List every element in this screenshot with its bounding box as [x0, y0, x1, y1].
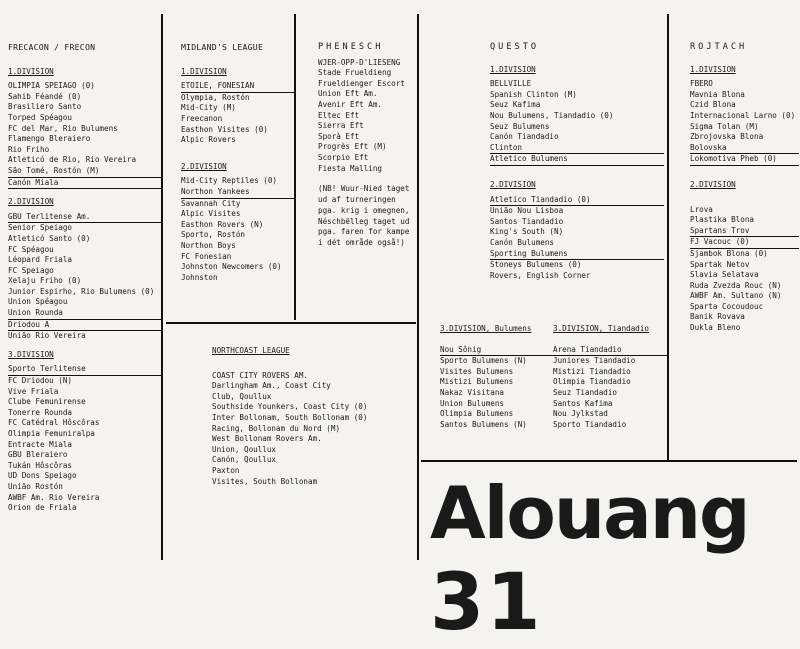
- team-name: Sjambok Blona (0): [690, 248, 768, 258]
- team-name: West Bollonam Rovers Am.: [212, 434, 322, 444]
- team-name: Bolovska: [690, 143, 799, 155]
- team-name: Flamengo Bleraiero: [8, 134, 91, 144]
- team-name: FC Spéagou: [8, 244, 54, 254]
- team-name: Senior Speiago: [8, 223, 73, 233]
- column-divider: [417, 14, 419, 560]
- team-name: Spartak Netov: [690, 259, 750, 269]
- team-name: Avenir Eft Am.: [318, 99, 383, 109]
- team-name: Mistizi Bulumens: [440, 377, 514, 387]
- team-name: Atleticó de Rio, Rio Vereira: [8, 155, 137, 165]
- division-title: 2.DIVISION: [690, 179, 736, 189]
- team-name: Atletico Tiandadio (0): [490, 195, 664, 207]
- team-name: Visites, South Bollonam: [212, 476, 318, 486]
- team-name: FBERO: [690, 79, 713, 89]
- team-name: Olimpia Femuniralpa: [8, 429, 95, 438]
- team-name: Sierra Eft: [318, 121, 364, 131]
- team-name: FC Speiago: [8, 265, 54, 275]
- team-name: Seuz Tiandadio: [553, 387, 618, 397]
- division-title: 2.DIVISION: [490, 179, 536, 189]
- team-name: GBU Terlitense Am.: [8, 212, 162, 224]
- division-title: 1.DIVISION: [690, 64, 736, 74]
- team-name: Santos Bulumens (N): [440, 419, 527, 429]
- team-name: Spanish Clinton (M): [490, 89, 577, 99]
- team-name: Entracte Miala: [8, 439, 73, 449]
- team-list: [553, 345, 665, 431]
- team-name: Nou Jylkstad: [553, 409, 608, 419]
- team-name: Sparta Cocoudouc: [690, 301, 764, 311]
- team-name: ETOILE, FONESIAN: [181, 81, 295, 93]
- team-name: FC Catédral Hôscôras: [8, 418, 100, 428]
- team-name: Czid Blona: [690, 100, 736, 110]
- team-name: Brasiliero Santo: [8, 102, 82, 112]
- team-name: Inter Bollonam, South Bollonam (0): [212, 412, 368, 422]
- team-name: King's South (N): [490, 227, 564, 237]
- league-title: ROJTACH: [690, 42, 748, 52]
- team-list: [690, 205, 795, 334]
- team-name: Club, Qoullux: [212, 391, 272, 401]
- team-name: Nou Bulumens, Tiandadio (0): [490, 110, 614, 120]
- team-name: Freecanon: [181, 113, 223, 123]
- team-name: Atletico Bulumens: [490, 154, 664, 166]
- team-list: [490, 195, 660, 282]
- team-name: Easthon Rovers (N): [181, 219, 264, 229]
- team-name: Spartans Trov: [690, 226, 799, 238]
- column-divider: [294, 14, 296, 320]
- questo-division-3-bulumens: [440, 324, 550, 430]
- league-title: NORTHCOAST LEAGUE: [212, 346, 290, 355]
- team-name: COAST CITY ROVERS AM.: [212, 370, 309, 380]
- team-name: Progrès Eft (M): [318, 142, 387, 152]
- team-name: Slavia Selatava: [690, 270, 759, 280]
- team-name: Stade Frueldieng: [318, 68, 392, 78]
- team-name: OLIMPIA SPEIAGO (0): [8, 81, 95, 91]
- team-name: Dukla Bleno: [690, 323, 741, 333]
- division-title: 3.DIVISION: [8, 349, 54, 359]
- column-divider: [161, 14, 163, 560]
- midland-league: [181, 42, 291, 283]
- team-list: [690, 79, 795, 166]
- team-name: Orion de Friala: [8, 503, 77, 513]
- league-title: FRECACON / FRECON: [8, 42, 96, 52]
- northcoast-league: [212, 346, 412, 487]
- division-title: 2.DIVISION: [8, 197, 54, 207]
- team-name: BELLVILLE: [490, 79, 532, 89]
- division-title: 1.DIVISION: [490, 64, 536, 74]
- league-note: (NB! Wuur-Nied taget ud af turneringen pga. krig i omegnen, Néschbëlleg taget ud pga. faren for kampe i dét område også!): [318, 184, 410, 248]
- team-name: Canón Miala: [8, 178, 162, 190]
- row-divider: [166, 322, 416, 324]
- team-name: Racing, Bollonam du Nord (M): [212, 423, 341, 433]
- team-name: Vive Friala: [8, 386, 59, 396]
- row-divider: [421, 460, 797, 462]
- team-name: Savannah City: [181, 198, 241, 208]
- team-name: Union Rounda: [8, 308, 162, 320]
- team-name: Mid-City (M): [181, 103, 236, 113]
- frecacon-league: [8, 42, 158, 514]
- team-name: São Tomé, Rostón (M): [8, 166, 162, 178]
- team-name: Northon Yankees: [181, 187, 295, 199]
- team-list: [8, 364, 158, 513]
- team-name: FC Fonesian: [181, 251, 232, 261]
- team-name: Sporto Tiandadio: [553, 419, 627, 429]
- team-list: [440, 345, 550, 431]
- team-name: Juniores Tiandadio: [553, 356, 636, 366]
- team-name: Clinton: [490, 143, 664, 155]
- team-name: Canón Bulumens: [490, 237, 555, 247]
- team-name: Sahib Féandé (0): [8, 91, 82, 101]
- team-name: Clube Femunirense: [8, 397, 86, 407]
- team-name: Seuz Bulumens: [490, 121, 550, 131]
- team-name: FC Driodou (N): [8, 376, 73, 386]
- alouang-logo: [430, 468, 792, 648]
- league-title: MIDLAND'S LEAGUE: [181, 42, 264, 52]
- team-name: Northon Boys: [181, 240, 236, 250]
- team-name: Visites Bulumens: [440, 366, 514, 376]
- team-name: Fiesta Malling: [318, 163, 383, 173]
- logo-number: 31: [430, 558, 543, 648]
- phenesch-league: [318, 42, 416, 249]
- team-name: FJ Vacouc (0): [690, 237, 799, 249]
- team-name: União Rostón: [8, 481, 63, 491]
- team-list: [318, 58, 416, 175]
- team-name: Sigma Tolan (M): [690, 121, 759, 131]
- team-name: Tukán Hôscôras: [8, 460, 73, 470]
- team-name: Tonerre Rounda: [8, 407, 73, 417]
- team-list: [181, 81, 291, 146]
- team-name: Banik Rovava: [690, 312, 745, 322]
- team-name: AWBF Am. Sultano (N): [690, 291, 782, 301]
- team-name: Atleticó Santo (0): [8, 233, 91, 243]
- team-name: Nakaz Visitana: [440, 387, 505, 397]
- team-name: Xelaju Friho (0): [8, 276, 82, 286]
- team-name: Sporting Bulumens: [490, 249, 664, 261]
- team-name: Paxton: [212, 465, 240, 475]
- questo-league: [490, 42, 660, 281]
- team-name: Lrova: [690, 204, 713, 214]
- team-name: União Rio Vereira: [8, 331, 86, 341]
- league-title: PHENESCH: [318, 42, 384, 52]
- team-name: Junior Espirho, Rio Bulumens (0): [8, 286, 155, 296]
- division-title: 3.DIVISION, Bulumens: [440, 324, 532, 333]
- team-name: Lokomotiva Pheb (0): [690, 154, 799, 166]
- team-name: Frueldienger Escort: [318, 78, 405, 88]
- team-name: Rovers, English Corner: [490, 270, 591, 280]
- division-title: 2.DIVISION: [181, 161, 227, 171]
- questo-division-3-tiandadio: [553, 324, 665, 430]
- team-name: Scorpio Eft: [318, 152, 369, 162]
- team-name: Canón, Qoullux: [212, 455, 277, 465]
- team-name: Torped Spéagou: [8, 112, 73, 122]
- team-name: Union Spéagou: [8, 297, 68, 307]
- division-title: 1.DIVISION: [8, 66, 54, 76]
- team-list: [212, 371, 412, 488]
- team-name: Stoneys Bulumens (0): [490, 260, 582, 270]
- team-name: Santos Kafima: [553, 398, 613, 408]
- team-name: GBU Bleraiero: [8, 450, 68, 460]
- team-name: Union Bulumens: [440, 398, 505, 408]
- team-name: Internacional Larno (0): [690, 110, 796, 120]
- team-name: FC del Mar, Rio Bulumens: [8, 123, 118, 133]
- team-name: Mavnia Blona: [690, 89, 745, 99]
- team-name: Southside Younkers, Coast City (0): [212, 402, 368, 412]
- team-name: Rio Friho: [8, 144, 50, 154]
- team-name: Darlingham Am., Coast City: [212, 381, 331, 391]
- team-name: Ruda Zvezda Rouc (N): [690, 280, 782, 290]
- team-name: WJER-OPP-D'LIESENG: [318, 57, 401, 67]
- team-name: Santos Tiandadio: [490, 216, 564, 226]
- team-name: Union, Qoullux: [212, 444, 277, 454]
- team-list: [181, 176, 291, 283]
- team-name: Nou Sônig: [440, 345, 554, 357]
- team-list: [490, 79, 660, 166]
- team-name: Sporto Bulumens (N): [440, 356, 527, 366]
- column-divider: [667, 14, 669, 462]
- rojtach-league: [690, 42, 795, 334]
- team-name: Eltec Eft: [318, 110, 360, 120]
- team-name: Johnston Newcomers (0): [181, 262, 282, 272]
- team-list: [8, 212, 158, 342]
- team-name: Canón Tiandadio: [490, 132, 559, 142]
- team-name: Mid-City Reptiles (0): [181, 176, 278, 186]
- team-name: Olimpia Tiandadio: [553, 377, 631, 387]
- team-name: Union Eft Am.: [318, 89, 378, 99]
- team-name: Alpic Rovers: [181, 135, 236, 145]
- team-name: Sporà Eft: [318, 131, 360, 141]
- team-name: Plastika Blona: [690, 215, 755, 225]
- team-name: Sporto Terlitense: [8, 364, 162, 376]
- team-list: [8, 81, 158, 189]
- logo-word: Alouang: [430, 471, 749, 555]
- team-name: Driodou A: [8, 320, 162, 332]
- team-name: União Nou Lisboa: [490, 206, 564, 216]
- team-name: Alpic Visites: [181, 209, 241, 219]
- league-title: QUESTO: [490, 42, 540, 52]
- team-name: AWBF Am. Rio Vereira: [8, 492, 100, 502]
- team-name: Sporto, Rostón: [181, 230, 246, 240]
- team-name: Olimpia Bulumens: [440, 409, 514, 419]
- team-name: Zbrojovska Blona: [690, 132, 764, 142]
- team-name: Arena Tiandadio: [553, 345, 669, 357]
- team-name: Mistizi Tiandadio: [553, 366, 631, 376]
- division-title: 1.DIVISION: [181, 66, 227, 76]
- team-name: UD Dons Speiago: [8, 471, 77, 481]
- team-name: Olympia, Rostón: [181, 92, 250, 102]
- division-title: 3.DIVISION, Tiandadio: [553, 324, 650, 333]
- team-name: Seuz Kafima: [490, 100, 541, 110]
- team-name: Johnston: [181, 272, 218, 282]
- team-name: Easthon Visites (0): [181, 124, 268, 134]
- team-name: Léopard Friala: [8, 255, 73, 265]
